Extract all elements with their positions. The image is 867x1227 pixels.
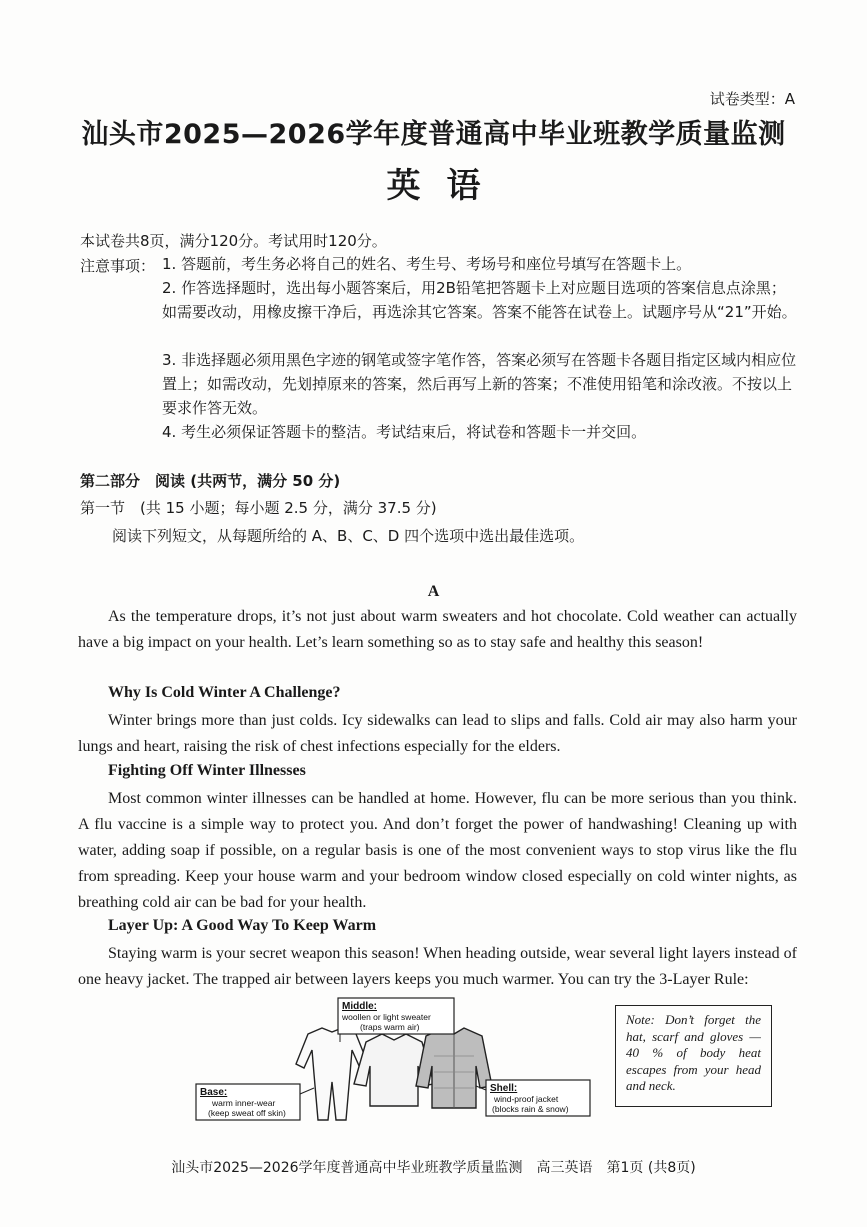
passage-subheading: Layer Up: A Good Way To Keep Warm — [108, 917, 377, 934]
exam-type-label: 试卷类型：A — [709, 90, 795, 108]
passage-paragraph: Most common winter illnesses can be handled at home. However, flu can be more serious than you think. A flu vaccine is a simple way to protect you. And don’t forget the power of handwashing! Cleaning up with water, adding soap if possible, on a regular basis is one of the most convenient ways to stop virus like the flu from spreading. Keep your house warm and your bedroom window closed especially on cold winter nights, as breathing cold air can be bad for your health. — [78, 790, 797, 911]
note-item: 1. 答题前，考生务必将自己的姓名、考生号、考场号和座位号填写在答题卡上。 — [162, 255, 692, 273]
subject-title: 英语 — [386, 166, 507, 206]
three-layer-figure — [190, 996, 600, 1124]
passage-subheading: Fighting Off Winter Illnesses — [108, 762, 306, 779]
paper-info: 本试卷共8页，满分120分。考试用时120分。 — [80, 232, 387, 250]
shell-layer-title: Shell: — [490, 1083, 518, 1094]
note-item: 3. 非选择题必须用黑色字迹的钢笔或签字笔作答，答案必须写在答题卡各题目指定区域内相应位置上；如需改动，先划掉原来的答案，然后再写上新的答案；不准使用铅笔和涂改液。不按以上要求作答无效。 — [162, 351, 797, 417]
passage-paragraph: As the temperature drops, it’s not just about warm sweaters and hot chocolate. Cold weather can actually have a big impact on your health. Let’s learn something so as to stay safe and healthy this season! — [78, 608, 797, 651]
base-layer-desc: warm inner-wear — [212, 1098, 276, 1108]
page-footer: 汕头市2025—2026学年度普通高中毕业班教学质量监测 高三英语 第1页 (共8页) — [171, 1160, 696, 1176]
base-layer-note: (keep sweat off skin) — [208, 1108, 286, 1118]
passage-subheading: Why Is Cold Winter A Challenge? — [108, 684, 341, 701]
note-item: 4. 考生必须保证答题卡的整洁。考试结束后，将试卷和答题卡一并交回。 — [162, 423, 647, 441]
shell-layer-desc: wind-proof jacket — [494, 1094, 559, 1104]
exam-title: 汕头市2025—2026学年度普通高中毕业班教学质量监测 — [81, 119, 786, 150]
passage-letter: A — [427, 583, 440, 600]
note-box: Note: Don’t forget the hat, scarf and gloves — 40 % of body heat escapes from your head and neck. — [615, 1005, 772, 1107]
base-layer-title: Base: — [200, 1087, 228, 1098]
shell-layer-note: (blocks rain & snow) — [492, 1104, 569, 1114]
passage-paragraph: Winter brings more than just colds. Icy sidewalks can lead to slips and falls. Cold air may also harm your lungs and heart, raising the risk of chest infections especially for the elders. — [78, 712, 797, 755]
middle-layer-desc: woollen or light sweater — [342, 1012, 431, 1022]
passage-paragraph: Staying warm is your secret weapon this season! When heading outside, wear several light layers instead of one heavy jacket. The trapped air between layers keeps you much warmer. You can try the 3-Layer Rule: — [78, 945, 797, 988]
section-heading: 第二部分 阅读 (共两节，满分 50 分) — [80, 472, 341, 490]
reading-instruction: 阅读下列短文，从每题所给的 A、B、C、D 四个选项中选出最佳选项。 — [112, 527, 585, 545]
middle-layer-title: Middle: — [342, 1001, 377, 1012]
note-item: 2. 作答选择题时，选出每小题答案后，用2B铅笔把答题卡上对应题目选项的答案信息点涂黑；如需要改动，用橡皮擦干净后，再选涂其它答案。答案不能答在试卷上。试题序号从“21”开始。 — [162, 279, 797, 321]
subsection-heading: 第一节 (共 15 小题；每小题 2.5 分，满分 37.5 分) — [80, 499, 437, 517]
middle-layer-note: (traps warm air) — [360, 1022, 420, 1032]
notes-label: 注意事项： — [80, 257, 156, 275]
